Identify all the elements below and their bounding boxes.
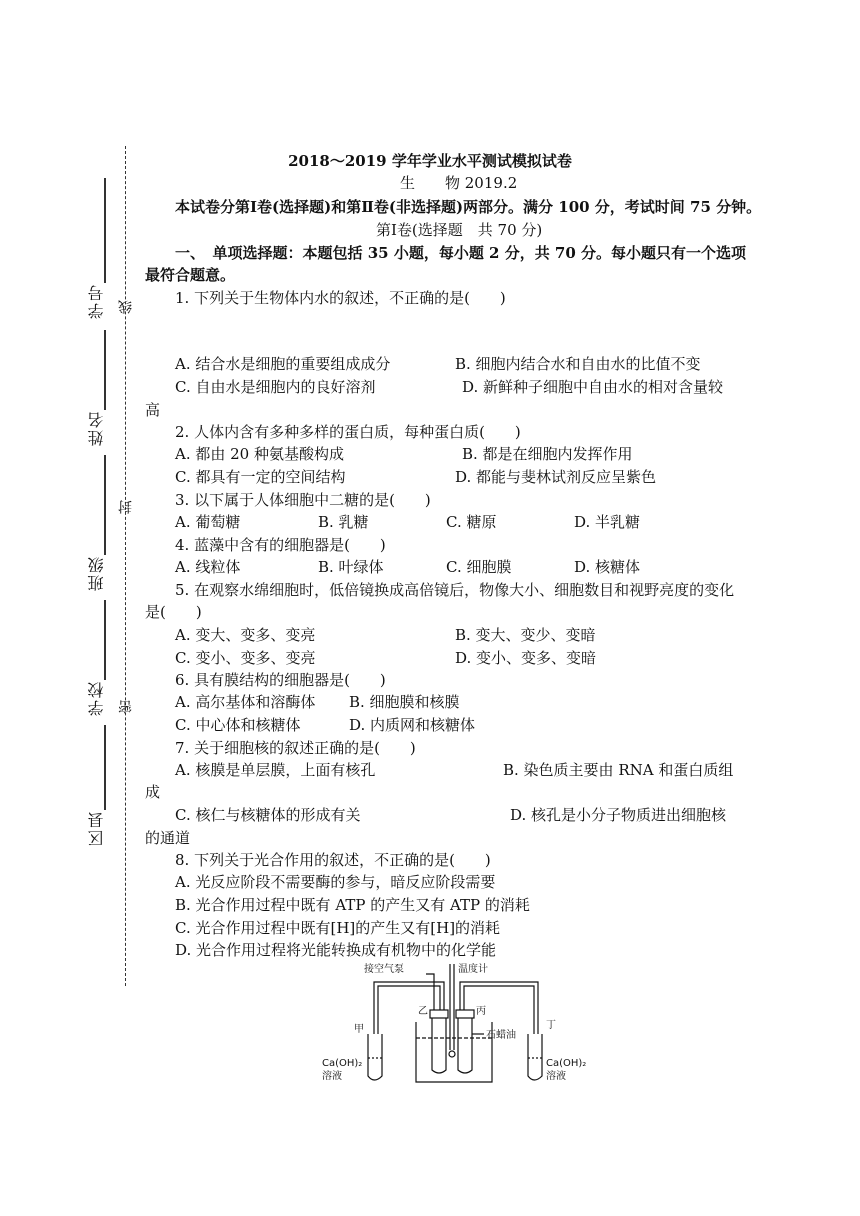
section-instruction-line2: 最符合题意。 bbox=[145, 266, 236, 284]
label-thermometer: 温度计 bbox=[458, 964, 488, 975]
q7-option-d: D. 核孔是小分子物质进出细胞核 bbox=[510, 806, 727, 824]
q6-option-b: B. 细胞膜和核膜 bbox=[349, 693, 460, 711]
q1-option-d: D. 新鲜种子细胞中自由水的相对含量较 bbox=[462, 378, 724, 396]
experiment-apparatus-figure bbox=[316, 962, 596, 1092]
field-label-xuehao: 学号 bbox=[86, 283, 106, 319]
label-oil: 石蜡油 bbox=[486, 1030, 516, 1041]
q7-option-b-continued: 成 bbox=[145, 783, 161, 801]
q1-option-c: C. 自由水是细胞内的良好溶剂 bbox=[175, 378, 376, 396]
field-xingming bbox=[82, 410, 110, 446]
q4-option-c: C. 细胞膜 bbox=[446, 558, 512, 576]
q2-option-a: A. 都由 20 种氨基酸构成 bbox=[175, 445, 344, 463]
label-left-solution-word: 溶液 bbox=[322, 1071, 342, 1082]
label-pump: 接空气泵 bbox=[364, 964, 404, 975]
seal-char-xian: 线 bbox=[118, 300, 134, 314]
q1-stem: 1. 下列关于生物体内水的叙述，不正确的是( ) bbox=[175, 289, 506, 307]
q7-option-b: B. 染色质主要由 RNA 和蛋白质组 bbox=[503, 761, 734, 779]
label-right-solution-formula: Ca(OH)₂ bbox=[546, 1058, 587, 1069]
q3-option-d: D. 半乳糖 bbox=[574, 513, 641, 531]
q5-option-b: B. 变大、变少、变暗 bbox=[455, 626, 596, 644]
q3-option-c: C. 糖原 bbox=[446, 513, 497, 531]
exam-note: 本试卷分第Ⅰ卷(选择题)和第Ⅱ卷(非选择题)两部分。满分 100 分，考试时间 75 分钟。 bbox=[175, 198, 762, 216]
field-banji bbox=[82, 555, 110, 591]
q2-stem: 2. 人体内含有多种多样的蛋白质，每种蛋白质( ) bbox=[175, 423, 521, 441]
q6-stem: 6. 具有膜结构的细胞器是( ) bbox=[175, 671, 386, 689]
field-label-quxian: 区县 bbox=[86, 810, 106, 846]
thermometer bbox=[450, 964, 454, 1050]
q2-option-d: D. 都能与斐林试剂反应呈紫色 bbox=[455, 468, 657, 486]
q2-option-c: C. 都具有一定的空间结构 bbox=[175, 468, 346, 486]
seal-char-mi: 密 bbox=[118, 700, 134, 714]
q4-option-d: D. 核糖体 bbox=[574, 558, 641, 576]
q5-option-c: C. 变小、变多、变亮 bbox=[175, 649, 316, 667]
q3-stem: 3. 以下属于人体细胞中二糖的是( ) bbox=[175, 491, 431, 509]
q4-stem: 4. 蓝藻中含有的细胞器是( ) bbox=[175, 536, 386, 554]
q6-option-d: D. 内质网和核糖体 bbox=[349, 716, 476, 734]
exam-subject: 生 物 2019.2 bbox=[400, 174, 518, 192]
q5-stem-continued: 是( ) bbox=[145, 603, 202, 621]
q8-option-d: D. 光合作用过程将光能转换成有机物中的化学能 bbox=[175, 941, 497, 959]
test-tube-ding bbox=[528, 1034, 542, 1080]
q1-option-b: B. 细胞内结合水和自由水的比值不变 bbox=[455, 355, 701, 373]
q8-option-a: A. 光反应阶段不需要酶的参与，暗反应阶段需要 bbox=[175, 873, 496, 891]
test-tube-jia bbox=[368, 1034, 382, 1080]
field-label-xingming: 姓名 bbox=[86, 410, 106, 446]
q6-option-a: A. 高尔基体和溶酶体 bbox=[175, 693, 316, 711]
field-xuehao bbox=[82, 283, 110, 319]
section-instruction-line1: 一、 单项选择题：本题包括 35 小题，每小题 2 分，共 70 分。每小题只有一个选项 bbox=[175, 244, 747, 262]
q8-stem: 8. 下列关于光合作用的叙述，不正确的是( ) bbox=[175, 851, 491, 869]
q7-option-c: C. 核仁与核糖体的形成有关 bbox=[175, 806, 361, 824]
q3-option-b: B. 乳糖 bbox=[318, 513, 369, 531]
stopper-bing bbox=[456, 1010, 474, 1018]
field-xuexiao bbox=[82, 680, 110, 716]
field-line-banji bbox=[104, 455, 106, 555]
q4-option-b: B. 叶绿体 bbox=[318, 558, 384, 576]
q7-option-a: A. 核膜是单层膜，上面有核孔 bbox=[175, 761, 376, 779]
label-left-solution-formula: Ca(OH)₂ bbox=[322, 1058, 363, 1069]
q3-option-a: A. 葡萄糖 bbox=[175, 513, 241, 531]
q4-option-a: A. 线粒体 bbox=[175, 558, 241, 576]
q6-option-c: C. 中心体和核糖体 bbox=[175, 716, 301, 734]
field-line-xingming bbox=[104, 330, 106, 410]
q2-option-b: B. 都是在细胞内发挥作用 bbox=[462, 445, 633, 463]
q5-option-d: D. 变小、变多、变暗 bbox=[455, 649, 597, 667]
q1-option-a: A. 结合水是细胞的重要组成成分 bbox=[175, 355, 391, 373]
flask-bing bbox=[458, 1018, 472, 1073]
flask-yi bbox=[432, 1018, 446, 1073]
seal-char-feng: 封 bbox=[118, 500, 134, 514]
stopper-yi bbox=[430, 1010, 448, 1018]
label-ding: 丁 bbox=[546, 1020, 556, 1031]
label-yi: 乙 bbox=[418, 1006, 428, 1017]
label-bing: 丙 bbox=[476, 1006, 486, 1017]
label-right-solution-word: 溶液 bbox=[546, 1071, 566, 1082]
field-line-xuehao bbox=[104, 178, 106, 283]
part-one-heading: 第Ⅰ卷(选择题 共 70 分) bbox=[376, 221, 543, 239]
q1-option-d-continued: 高 bbox=[145, 401, 161, 419]
q7-option-d-continued: 的通道 bbox=[145, 829, 191, 847]
binding-dashed-line bbox=[125, 146, 126, 986]
label-jia: 甲 bbox=[354, 1024, 364, 1035]
field-label-banji: 班级 bbox=[86, 555, 106, 591]
q7-stem: 7. 关于细胞核的叙述正确的是( ) bbox=[175, 739, 416, 757]
field-label-xuexiao: 学校 bbox=[86, 680, 106, 716]
exam-title: 2018～2019 学年学业水平测试模拟试卷 bbox=[288, 152, 572, 170]
q8-option-c: C. 光合作用过程中既有[H]的产生又有[H]的消耗 bbox=[175, 919, 501, 937]
q8-option-b: B. 光合作用过程中既有 ATP 的产生又有 ATP 的消耗 bbox=[175, 896, 530, 914]
q5-stem: 5. 在观察水绵细胞时，低倍镜换成高倍镜后，物像大小、细胞数目和视野亮度的变化 bbox=[175, 581, 735, 599]
field-line-xuexiao bbox=[104, 600, 106, 680]
pump-tube bbox=[426, 974, 434, 1010]
field-quxian bbox=[82, 810, 110, 846]
q5-option-a: A. 变大、变多、变亮 bbox=[175, 626, 316, 644]
thermometer-bulb bbox=[449, 1051, 455, 1057]
field-line-quxian bbox=[104, 725, 106, 810]
